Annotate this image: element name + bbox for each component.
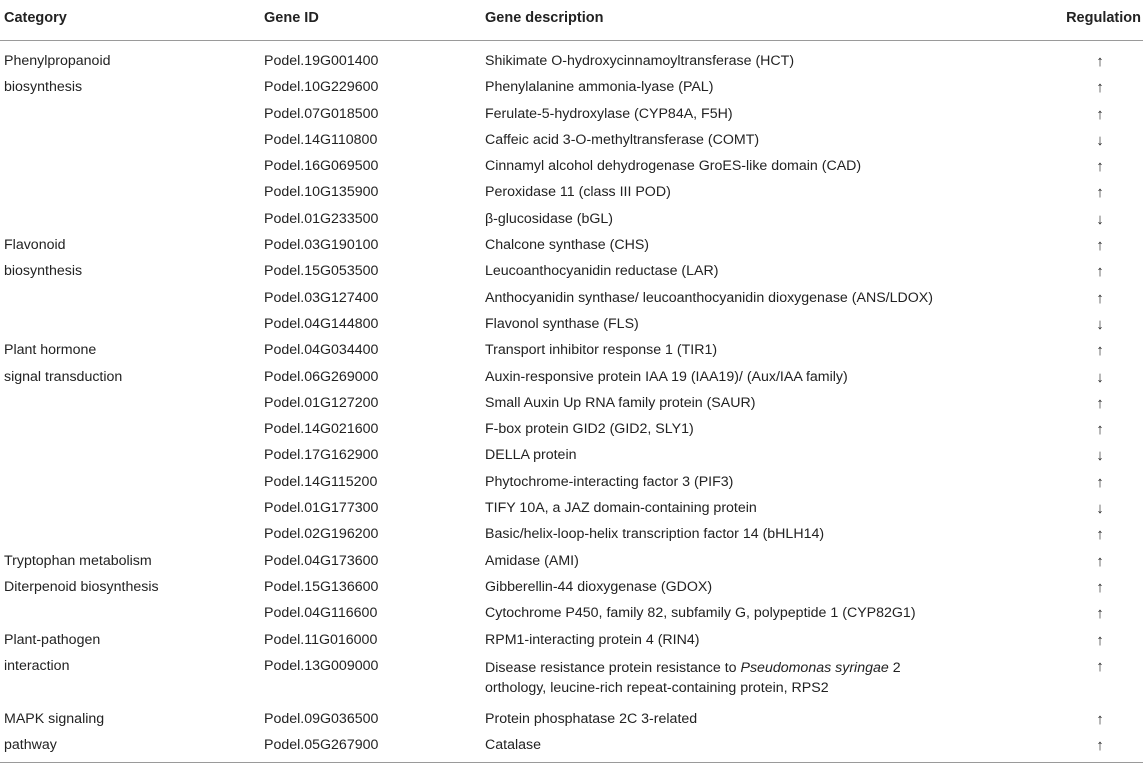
regulation-arrow: ↑: [1096, 578, 1104, 596]
gene-id-cell: Podel.10G135900: [264, 184, 379, 201]
gene-id-cell: Podel.01G177300: [264, 500, 379, 517]
gene-id-cell: Podel.06G269000: [264, 368, 379, 385]
table-row: [0, 234, 1143, 260]
description-species: Pseudomonas syringae: [740, 659, 889, 676]
description-cell: Anthocyanidin synthase/ leucoanthocyanidin dioxygenase (ANS/LDOX): [485, 289, 933, 306]
gene-id-cell: Podel.11G016000: [264, 631, 378, 648]
description-cell: Transport inhibitor response 1 (TIR1): [485, 342, 718, 359]
gene-id-cell: Podel.03G190100: [264, 237, 379, 254]
table-row: [0, 602, 1143, 628]
regulation-arrow: ↑: [1096, 289, 1104, 307]
description-cell: DELLA protein: [485, 447, 577, 464]
gene-id-cell: Podel.04G034400: [264, 342, 379, 359]
regulation-arrow: ↓: [1096, 210, 1104, 228]
gene-id-cell: Podel.10G229600: [264, 79, 379, 96]
regulation-arrow: ↑: [1096, 263, 1104, 281]
category-cell: Plant hormone: [4, 342, 97, 359]
description-cell: Flavonol synthase (FLS): [485, 315, 639, 332]
description-cell: Protein phosphatase 2C 3-related: [485, 710, 698, 727]
table-row: [0, 76, 1143, 102]
description-cell: Phytochrome-interacting factor 3 (PIF3): [485, 473, 734, 490]
regulation-arrow: ↓: [1096, 131, 1104, 149]
category-cell: Phenylpropanoid: [4, 53, 111, 69]
category-cell: signal transduction: [4, 368, 123, 385]
table-row: [0, 444, 1143, 470]
regulation-arrow: ↑: [1096, 421, 1104, 439]
category-cell: interaction: [4, 657, 70, 674]
regulation-arrow: ↑: [1096, 79, 1104, 97]
header-gene-id: Gene ID: [264, 10, 319, 26]
table-row: [0, 155, 1143, 181]
description-cell: F-box protein GID2 (GID2, SLY1): [485, 421, 694, 438]
regulation-arrow: ↑: [1096, 737, 1104, 755]
description-cell: TIFY 10A, a JAZ domain-containing protein: [485, 500, 757, 517]
description-cell: Gibberellin-44 dioxygenase (GDOX): [485, 578, 713, 595]
description-text-a: Disease resistance protein resistance to: [485, 659, 741, 676]
gene-id-cell: Podel.05G267900: [264, 737, 379, 754]
description-cell: Small Auxin Up RNA family protein (SAUR): [485, 394, 756, 411]
gene-id-cell: Podel.15G053500: [264, 263, 379, 280]
gene-id-cell: Podel.19G001400: [264, 53, 379, 69]
header-category: Category: [4, 10, 67, 26]
gene-id-cell: Podel.04G173600: [264, 552, 379, 569]
description-text-b: 2: [888, 659, 901, 676]
regulation-arrow: ↑: [1096, 631, 1104, 649]
description-line2: orthology, leucine-rich repeat-containing protein, RPS2: [485, 679, 829, 696]
table-row: [0, 418, 1143, 444]
regulation-arrow: ↑: [1096, 184, 1104, 202]
description-cell: Chalcone synthase (CHS): [485, 237, 650, 254]
description-cell: Auxin-responsive protein IAA 19 (IAA19)/ (Aux/IAA family): [485, 368, 848, 385]
table-row: [0, 366, 1143, 392]
gene-id-cell: Podel.01G127200: [264, 394, 379, 411]
gene-id-cell: Podel.17G162900: [264, 447, 379, 464]
description-cell: Ferulate-5-hydroxylase (CYP84A, F5H): [485, 105, 733, 122]
description-cell: β-glucosidase (bGL): [485, 210, 614, 227]
category-cell: biosynthesis: [4, 263, 83, 280]
description-cell: RPM1-interacting protein 4 (RIN4): [485, 631, 700, 648]
table-row: [0, 708, 1143, 734]
table-row: [0, 260, 1143, 286]
regulation-arrow: ↑: [1096, 105, 1104, 123]
gene-id-cell: Podel.02G196200: [264, 526, 379, 543]
table-row: [0, 287, 1143, 313]
table-body: [0, 50, 1143, 760]
gene-id-cell: Podel.01G233500: [264, 210, 379, 227]
table-header-rule: [0, 40, 1143, 41]
category-cell: biosynthesis: [4, 79, 83, 96]
description-cell: [485, 658, 901, 698]
table-row: [0, 629, 1143, 655]
category-cell: Plant-pathogen: [4, 631, 101, 648]
regulation-arrow: ↓: [1096, 315, 1104, 333]
table-row: [0, 339, 1143, 365]
regulation-arrow: ↑: [1096, 526, 1104, 544]
regulation-arrow: ↑: [1096, 237, 1104, 255]
gene-id-cell: Podel.15G136600: [264, 578, 379, 595]
gene-id-cell: Podel.14G110800: [264, 131, 378, 148]
category-cell: Tryptophan metabolism: [4, 552, 152, 569]
gene-id-cell: Podel.16G069500: [264, 158, 379, 175]
description-cell: Leucoanthocyanidin reductase (LAR): [485, 263, 719, 280]
description-cell: Amidase (AMI): [485, 552, 579, 569]
header-regulation: Regulation: [1066, 10, 1141, 26]
table-row: [0, 129, 1143, 155]
regulation-arrow: ↑: [1096, 394, 1104, 412]
gene-id-cell: Podel.09G036500: [264, 710, 379, 727]
regulation-arrow: ↑: [1096, 710, 1104, 728]
table-row: [0, 313, 1143, 339]
table-row: [0, 181, 1143, 207]
category-cell: pathway: [4, 737, 57, 754]
table-row: [0, 208, 1143, 234]
regulation-arrow: ↑: [1096, 473, 1104, 491]
table-row: [0, 471, 1143, 497]
table-row: [0, 103, 1143, 129]
table-row: [0, 392, 1143, 418]
header-description: Gene description: [485, 10, 604, 26]
table-row: [0, 655, 1143, 708]
regulation-arrow: ↓: [1096, 368, 1104, 386]
description-cell: Cinnamyl alcohol dehydrogenase GroES-like domain (CAD): [485, 158, 862, 175]
regulation-arrow: ↑: [1096, 53, 1104, 70]
gene-id-cell: Podel.13G009000: [264, 657, 379, 674]
description-cell: Basic/helix-loop-helix transcription factor 14 (bHLH14): [485, 526, 825, 543]
gene-id-cell: Podel.04G144800: [264, 315, 379, 332]
regulation-arrow: ↑: [1096, 605, 1104, 623]
regulation-arrow: ↑: [1096, 657, 1104, 675]
category-cell: MAPK signaling: [4, 710, 105, 727]
regulation-arrow: ↑: [1096, 158, 1104, 176]
description-cell: Peroxidase 11 (class III POD): [485, 184, 671, 201]
table-row: [0, 576, 1143, 602]
table-header: [0, 0, 1143, 36]
table-row: [0, 734, 1143, 760]
table-row: [0, 550, 1143, 576]
table-bottom-rule: [0, 762, 1143, 763]
table-row: [0, 497, 1143, 523]
regulation-arrow: ↓: [1096, 447, 1104, 465]
table-row: [0, 50, 1143, 76]
regulation-arrow: ↓: [1096, 500, 1104, 518]
table-row: [0, 523, 1143, 549]
regulation-arrow: ↑: [1096, 552, 1104, 570]
gene-id-cell: Podel.14G021600: [264, 421, 379, 438]
category-cell: Flavonoid: [4, 237, 66, 254]
gene-id-cell: Podel.07G018500: [264, 105, 379, 122]
gene-id-cell: Podel.14G115200: [264, 473, 378, 490]
gene-id-cell: Podel.03G127400: [264, 289, 379, 306]
description-cell: Catalase: [485, 737, 541, 754]
description-cell: Shikimate O-hydroxycinnamoyltransferase (HCT): [485, 53, 795, 69]
category-cell: Diterpenoid biosynthesis: [4, 578, 159, 595]
description-cell: Cytochrome P450, family 82, subfamily G, polypeptide 1 (CYP82G1): [485, 605, 916, 622]
description-cell: Caffeic acid 3-O-methyltransferase (COMT): [485, 131, 760, 148]
gene-id-cell: Podel.04G116600: [264, 605, 378, 622]
description-cell: Phenylalanine ammonia-lyase (PAL): [485, 79, 714, 96]
regulation-arrow: ↑: [1096, 342, 1104, 360]
